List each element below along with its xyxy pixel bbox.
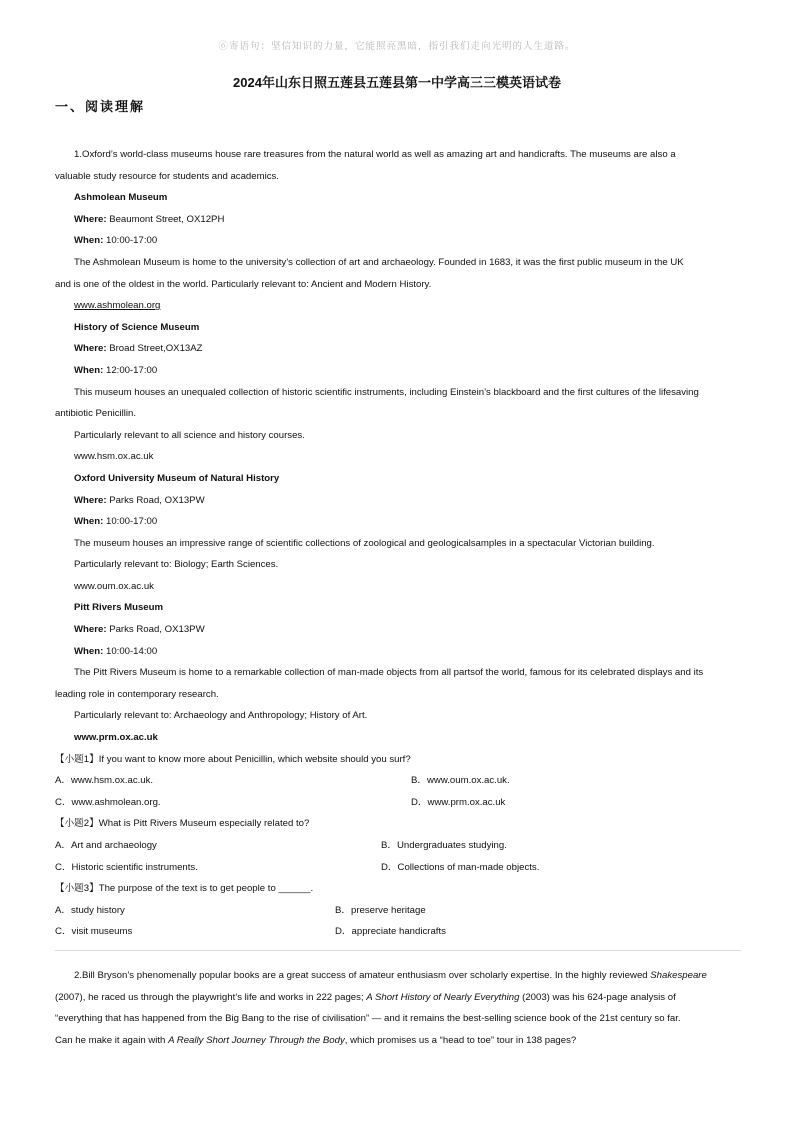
option-a[interactable]: A．Art and archaeology [55,840,157,851]
passage1-intro-line2: valuable study resource for students and academics. [55,170,279,182]
museum-name: Oxford University Museum of Natural History [74,472,280,484]
where-value: Parks Road, OX13PW [109,624,205,636]
museum-url-link[interactable]: www.ashmolean.org [74,300,161,312]
option-row [55,835,741,857]
question-stem: 【小题3】The purpose of the text is to get people to ______. [55,883,314,895]
question-stem: 【小题1】If you want to know more about Penicillin, which website should you surf? [55,753,411,765]
museum-relevant: Particularly relevant to: Biology; Earth Sciences. [74,559,279,571]
when-value: 10:00-17:00 [105,516,158,528]
where-label: Where: [74,494,107,506]
museum-name: Pitt Rivers Museum [74,602,164,614]
museum-name: History of Science Museum [74,321,200,333]
where-value: Beaumont Street, OX12PH [109,213,225,225]
section-heading: 一、阅读理解 [55,100,146,115]
museum-when [55,230,741,252]
option-b[interactable]: B．preserve heritage [335,904,426,916]
option-d[interactable]: D．Collections of man-made objects. [381,861,540,873]
option-b[interactable]: B．www.oum.ox.ac.uk. [411,775,510,787]
museum-relevant: Particularly relevant to all science and history courses. [74,429,305,441]
question-stem: 【小题2】What is Pitt Rivers Museum especially related to? [55,818,310,830]
option-row [55,900,741,922]
option-d[interactable]: D．appreciate handicrafts [335,926,446,938]
book-title: A Short History of Nearly Everything [366,991,520,1003]
option-c[interactable]: C．visit museums [55,926,133,938]
book-title: Shakespeare [650,969,707,981]
option-row [55,770,741,792]
museum-where [55,619,741,641]
museum-url: www.hsm.ox.ac.uk [74,451,154,463]
museum-url: www.oum.ox.ac.uk [74,580,154,592]
museum-desc-line1: The museum houses an impressive range of scientific collections of zoological and geologicalsamples in a spectacular Victorian building. [74,537,655,549]
passage2-line2: (2007), he raced us through the playwright’s life and works in 222 pages; A Short History of Nearly Everything (2003) was his 624-page analysis of [55,991,676,1003]
museum-desc-line2: and is one of the oldest in the world. Particularly relevant to: Ancient and Modern History. [55,278,432,290]
museum-where [55,338,741,360]
passage2-line1: 2.Bill Bryson’s phenomenally popular books are a great success of amateur enthusiasm over scholarly expertise. In the highly reviewed Shakespeare [74,969,707,981]
museum-desc-line2: leading role in contemporary research. [55,688,219,700]
divider [55,950,741,951]
when-label: When: [74,645,104,657]
motto-watermark: ⑥寄语句：坚信知识的力量，它能照亮黑暗，指引我们走向光明的人生道路。 [218,41,576,52]
option-a[interactable]: A．www.hsm.ox.ac.uk. [55,775,154,787]
option-row [55,857,741,879]
where-label: Where: [74,624,107,636]
when-label: When: [74,516,104,528]
page-title: 2024年山东日照五莲县五莲县第一中学高三三模英语试卷 [233,75,561,90]
option-b[interactable]: B．Undergraduates studying. [381,840,507,851]
museum-relevant: Particularly relevant to: Archaeology and Anthropology; History of Art. [74,710,368,722]
museum-desc-line1: This museum houses an unequaled collection of historic scientific instruments, including Einstein’s blackboard and the first cultures of the lifesaving [74,386,699,398]
when-label: When: [74,364,104,376]
option-c[interactable]: C．www.ashmolean.org. [55,796,161,808]
passage2-line3: “everything that has happened from the Big Bang to the rise of civilisation” — and it remains the best-selling science book of the 21st century so far. [55,1013,681,1025]
option-d[interactable]: D．www.prm.ox.ac.uk [411,796,506,808]
museum-when [55,641,741,663]
where-value: Broad Street,OX13AZ [109,343,203,355]
when-value: 10:00-14:00 [105,645,158,657]
museum-when [55,511,741,533]
museum-url: www.prm.ox.ac.uk [74,732,158,744]
museum-when [55,360,741,382]
museum-name: Ashmolean Museum [74,192,168,204]
option-c[interactable]: C．Historic scientific instruments. [55,861,198,873]
museum-desc-line1: The Pitt Rivers Museum is home to a remarkable collection of man-made objects from all partsof the world, famous for its celebrated displays and its [74,667,704,679]
passage1-intro-line1: 1.Oxford’s world-class museums house rare treasures from the natural world as well as amazing art and handicrafts. The museums are also a [74,149,676,160]
where-value: Parks Road, OX13PW [109,494,205,506]
passage2-line4: Can he make it again with A Really Short Journey Through the Body, which promises us a “head to toe” tour in 138 pages? [55,1034,577,1046]
document-body [55,144,741,1051]
option-row [55,792,741,814]
when-value: 10:00-17:00 [105,235,158,247]
museum-desc-line1: The Ashmolean Museum is home to the university’s collection of art and archaeology. Founded in 1683, it was the first public museum in the UK [74,256,684,268]
museum-where [55,209,741,231]
where-label: Where: [74,343,107,355]
museum-desc-line2: antibiotic Penicillin. [55,408,137,420]
where-label: Where: [74,213,107,225]
option-row [55,921,741,943]
museum-where [55,490,741,512]
when-value: 12:00-17:00 [105,364,158,376]
option-a[interactable]: A．study history [55,904,125,916]
book-title: A Really Short Journey Through the Body [168,1034,345,1046]
when-label: When: [74,235,104,247]
